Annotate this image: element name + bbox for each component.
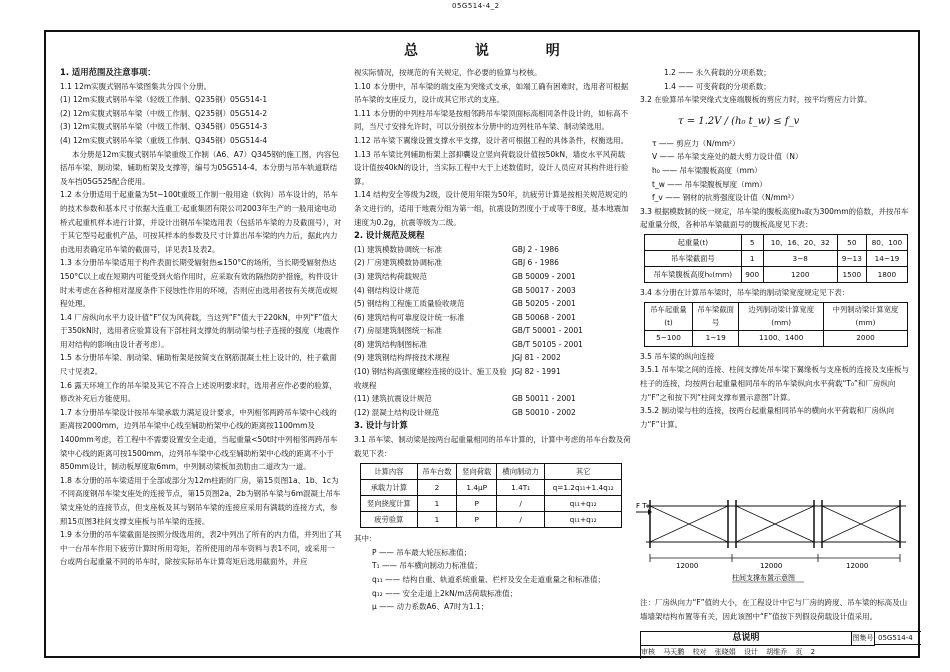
- para-1-14: 1.14 结构安全等级为2级，设计使用年限为50年，抗疲劳计算是按相关规范规定的条文进行的，适用于地震分组为第一组，抗震设防烈度小于或等于8度，基本地震加速度为0.2g，抗震等级为二级。: [354, 190, 629, 227]
- force-label: F T₀: [636, 502, 650, 510]
- code-name: (4) 钢结构设计规范: [354, 285, 420, 295]
- code-row: [354, 406, 632, 420]
- table-cell: 5~100: [645, 330, 693, 346]
- book-name: (3) 12m实腹式钢吊车梁（中级工作制、Q345钢）: [60, 122, 231, 132]
- code-name: (9) 建筑钢结构焊接技术规程: [354, 353, 450, 363]
- code-number: GB/T 50105 - 2001: [512, 339, 583, 349]
- book-row: [60, 120, 342, 134]
- table-cell: 1500: [837, 266, 866, 282]
- code-number: GBJ 6 - 1986: [512, 258, 559, 268]
- code-number: GB 50011 - 2001: [512, 394, 576, 404]
- para-1-9: 1.9 本分册的吊车梁截面是按照分级选用的，表2中列出了所有的内力值，并列出了其中一台吊车作用下疲劳计算时所用弯矩，若所使用的吊车资料与表1不同，或采用一台或两台起重量不同的吊车时，除按实际吊车计算弯矩后选用截面外，并应: [60, 530, 342, 567]
- para-1-12: 1.12 吊车梁下翼缘设置支撑水平支撑，设计者可根据工程的具体条件，权衡选用。: [354, 135, 629, 145]
- dimension-label: 12000: [760, 562, 783, 570]
- code-number: GB 50017 - 2003: [512, 285, 576, 295]
- para-3-1: 3.1 吊车梁、制动梁是按两台起重量相同的吊车计算的，计算中考虑的吊车台数及荷载见下表：: [354, 435, 631, 458]
- code-name: (8) 建筑结构制图标准: [354, 339, 428, 349]
- para-3-5-2: 3.5.2 制动梁与柱的连接，按两台起重量相同吊车的横向水平荷载和厂房纵向力“F”计算。: [640, 406, 894, 429]
- role-label: 审核: [641, 648, 655, 656]
- brake-width-table: [644, 302, 908, 347]
- table-cell: /: [497, 512, 545, 528]
- para-1-3: 1.3 本分册吊车梁适用于构件表面长期受辐射热≤150°C的场所，当长期受辐射热达150°C以上或在短期内可能受到火焰作用时，应采取有效的隔热防护措施，构件设计时未考虑在各种相对湿度条件下侵蚀性作用的环境，否则应由选用者按有关规范或规程处理。: [60, 258, 339, 309]
- para-1-5: 1.5 本分册吊车梁、制动梁、辅助桁架是按简支在钢筋混凝土柱上设计的，柱子截面尺寸见表2。: [60, 353, 337, 377]
- code-name: (5) 钢结构工程施工质量验收规范: [354, 299, 465, 309]
- page-label: 页: [795, 648, 803, 656]
- code-row: [354, 392, 632, 406]
- table-cell: 9~13: [837, 250, 866, 266]
- coef-line: 1.2 —— 永久荷载的分项系数；: [664, 68, 771, 77]
- book-row: [60, 93, 342, 107]
- shear-formula: τ = 1.2V / (h₀ t_w) ≤ f_v: [678, 115, 800, 127]
- code-name: (10) 钢结构高强度螺栓连接的设计、施工及验收规程: [354, 367, 507, 390]
- section-3-title: 3. 设计与计算: [354, 420, 408, 431]
- table-cell: 1100、1400: [739, 330, 824, 346]
- table-header-cell: 横向制动力: [497, 464, 545, 480]
- table-row: [361, 480, 622, 496]
- book-code: 05G514-2: [230, 108, 268, 118]
- code-number: GBJ 2 - 1986: [512, 244, 559, 254]
- definition: t_w —— 吊车梁腹板厚度（mm）: [652, 179, 767, 189]
- code-row: [354, 243, 632, 257]
- signature-name: 胡维乔: [766, 648, 788, 656]
- code-number: JGJ 82 - 1991: [512, 367, 561, 377]
- atlas-label: 图集号: [852, 632, 875, 646]
- role-label: 校对: [692, 648, 707, 656]
- code-name: (7) 房屋建筑制图统一标准: [354, 326, 443, 336]
- table-header-cell: 中列制动梁计算宽度(mm): [823, 302, 907, 330]
- code-number: GB/T 50001 - 2001: [512, 326, 583, 336]
- code-row: [354, 338, 632, 352]
- table-cell: P: [457, 512, 497, 528]
- table-header-cell: 边列制动梁计算宽度(mm): [739, 302, 824, 330]
- book-code: 05G514-1: [230, 95, 268, 105]
- symbol-def: q₁₁ —— 结构自重、轨道系统重量、栏杆及安全走道重量之和标准值；: [372, 575, 606, 584]
- symbol-def: P —— 吊车最大轮压标准值；: [372, 547, 472, 557]
- table-row: [361, 496, 622, 512]
- book-code: 05G514-3: [230, 122, 268, 132]
- table-cell: 80、100: [866, 234, 907, 250]
- para-1-2: 1.2 本分册适用于起重量为5t~100t重级工作制一般用途（软钩）吊车设计的，吊车的技术参数和基本尺寸依据大连重工·起重集团有限公司2003年生产的一般用途电动桥式起重机样本进行计算，并设计出钢吊车梁选用表（包括吊车梁的力及截面号），对于其它型号起重机产品，可按其样本的参数及尺寸计算出吊车梁的内力后，据此内力由选用表确定吊车梁的截面号，详见表1及表2。: [60, 190, 342, 254]
- table-cell: 疲劳验算: [361, 512, 418, 528]
- diagram-caption: 柱间支撑布置示意图: [732, 574, 795, 582]
- table-cell: 吊车梁腹板高度h₀(mm): [645, 266, 742, 282]
- para-1-1: 1.1 12m实腹式钢吊车梁图集共分四个分册。: [60, 81, 212, 91]
- table-cell: 竖向挠度计算: [361, 496, 418, 512]
- code-name: (12) 混凝土结构设计规范: [354, 407, 440, 417]
- code-row: [354, 284, 632, 298]
- table-cell: 1800: [866, 266, 907, 282]
- symbol-list: [354, 546, 632, 614]
- code-name: (11) 建筑抗震设计规范: [354, 394, 432, 404]
- definition: τ —— 剪应力（N/mm²）: [652, 138, 740, 148]
- table-cell: q₁₁+q₁₂: [545, 496, 622, 512]
- table-row: [645, 266, 908, 282]
- para-1-7: 1.7 本分册吊车梁设计按吊车梁承载力满足设计要求，中列相邻两跨吊车梁中心线的距离按2000mm，边列吊车梁中心线至辅助桁架中心线的距离按1100mm及1400mm考虑，若工程中不需要设置安全走道，当起重量<50t时中列相邻两跨吊车梁中心线的距离可按1500mm，边列吊车梁中心线至辅助桁架中心线的距离不小于850mm设计，制动板厚度取6mm，中列制动梁板加劲肋由二道改为一道。: [60, 407, 338, 472]
- symbol-def: T₁ —— 吊车横向制动力标准值；: [372, 561, 482, 571]
- table-cell: 10、16、20、32: [763, 234, 837, 250]
- symbol-def: μ —— 动力系数A6、A7时为1.1；: [372, 602, 489, 612]
- column-middle: [354, 66, 632, 614]
- load-table: [360, 463, 622, 528]
- code-row: [354, 365, 632, 392]
- page-title: 总 说 明: [404, 43, 586, 59]
- para-1-11: 1.11 本分册的中列柱吊车梁是按相邻跨吊车梁顶面标高相同条件设计的，如标高不同，当尺寸安排允许时，可以分别按本分册中的边列柱吊车梁、制动梁选用。: [354, 108, 629, 132]
- bracing-diagram-svg: [636, 492, 912, 604]
- table-cell: 14~19: [866, 250, 907, 266]
- role-label: 设计: [743, 648, 758, 656]
- table-cell: q=1.2q₁₁+1.4q₁₂: [545, 480, 622, 496]
- para-1-13: 1.13 吊车梁比列辅助桁架上部抑囊设立竖向荷载设计值按50kN，墙皮水平风荷载设计值按40kN的设计，当实际工程中大于上述数值时，设计人员应对其构件进行验算。: [354, 149, 629, 186]
- table-cell: 3~8: [763, 250, 837, 266]
- book-name: (1) 12m实腹式钢吊车梁（轻级工作制、Q235钢）: [60, 95, 231, 105]
- table-cell: 1: [417, 512, 457, 528]
- para-3-5: 3.5 吊车梁的纵向连接: [640, 351, 715, 361]
- para-1-10: 1.10 本分册中，吊车梁的端支座为突缘式支承，如端工确有困难时，选用者可根据吊车梁的支座反力，设计成其它形式的支座。: [354, 81, 629, 105]
- title-block: [640, 631, 921, 659]
- coef-line: 1.4 —— 可变荷载的分项系数；: [664, 81, 771, 91]
- signature-name: 张晓娟: [714, 648, 736, 656]
- table-header-row: [361, 464, 622, 480]
- definition: V —— 吊车梁支座处的最大剪力设计值（N）: [652, 152, 803, 162]
- para-3-3: 3.3 根据模数制的统一规定，吊车梁的腹板高度h₀取为300mm的倍数，并按吊车起重量分级，各种吊车梁截面号的腹板高度见下表：: [640, 206, 909, 230]
- table-cell: P: [457, 496, 497, 512]
- definition-list: [640, 137, 912, 205]
- para-3-4: 3.4 本分册在计算吊车梁时，吊车梁的制动梁宽度规定见下表：: [640, 287, 850, 297]
- table-cell: 起重量(t): [645, 234, 742, 250]
- document-code: 05G514-4_2: [452, 2, 500, 10]
- code-row: [354, 324, 632, 338]
- para-1-4: 1.4 厂房纵向水平力设计值“F”仅为风荷载，当这列“F”值大于220kN，中列“F”值大于350kN时，选用者应验算设有下部柱间支撑处的制动梁与柱子连接的强度（地震作用对结构的影响由设计者考虑）。: [60, 312, 340, 349]
- para-3-2: 3.2 在验算吊车梁突缘式支座端腹板的剪应力时，按平均剪应力计算。: [640, 95, 872, 105]
- section-1-title: 1. 适用范围及注意事项：: [60, 67, 156, 77]
- table-cell: 900: [741, 266, 763, 282]
- table-header-cell: 竖向荷载: [457, 464, 497, 480]
- book-name: (4) 12m实腹式钢吊车梁（重级工作制、Q345钢）: [60, 135, 231, 145]
- para-intro: 本分册是12m实腹式钢吊车梁重级工作制（A6、A7）Q345钢的施工图，内容包括吊车梁、制动梁、辅助桁架及支撑等，编号为05G514-4。本分册与吊车轨道联结及车挡05G525配合使用。: [60, 149, 339, 186]
- table-cell: 1: [417, 496, 457, 512]
- dimension-label: 12000: [846, 562, 869, 570]
- table-cell: 1: [741, 250, 763, 266]
- column-right: [640, 66, 912, 431]
- code-number: GB 50205 - 2001: [512, 299, 576, 309]
- web-height-table: [644, 234, 908, 283]
- title-block-title: 总说明: [641, 632, 852, 646]
- code-row: [354, 351, 632, 365]
- definition: f_v —— 钢材的抗剪强度设计值（N/mm²）: [652, 193, 799, 203]
- table-cell: 1200: [763, 266, 837, 282]
- code-name: (2) 厂房建筑模数协调标准: [354, 258, 443, 268]
- table-cell: 1.4μP: [457, 480, 497, 496]
- table-cell: 1~19: [693, 330, 739, 346]
- book-row: [60, 107, 342, 121]
- code-row: [354, 256, 632, 270]
- table-cell: 吊车梁截面号: [645, 250, 742, 266]
- code-number: GB 50010 - 2002: [512, 407, 576, 417]
- table-cell: 2: [417, 480, 457, 496]
- book-row: [60, 134, 342, 148]
- code-number: GB 50009 - 2001: [512, 271, 576, 281]
- code-row: [354, 297, 632, 311]
- table-cell: /: [497, 496, 545, 512]
- book-code: 05G514-4: [230, 135, 268, 145]
- code-number: JGJ 81 - 2002: [512, 353, 561, 363]
- code-name: (1) 建筑模数协调统一标准: [354, 244, 443, 254]
- table-row: [645, 330, 908, 346]
- diagram-note: 注：厂房纵向力“F”值的大小，在工程设计中它与厂房的跨度、吊车梁的标高及山墙墙架结构布置等有关，因此该图中“F”值按下列假设荷载设计值采用。: [640, 598, 908, 621]
- symbol-def: q₁₂ —— 安全走道上2kN/m活荷载标准值；: [372, 588, 518, 598]
- code-number: GB 50068 - 2001: [512, 312, 576, 322]
- signature-name: 马天鹏: [663, 648, 685, 656]
- table-cell: 5: [741, 234, 763, 250]
- table-header-cell: 计算内容: [361, 464, 418, 480]
- table-row: [645, 234, 908, 250]
- code-row: [354, 270, 632, 284]
- page-number: 2: [810, 648, 816, 656]
- atlas-number: 05G514-4: [875, 632, 921, 645]
- table-cell: 承载力计算: [361, 480, 418, 496]
- signature-row: [641, 646, 921, 659]
- table-cell: 50: [837, 234, 866, 250]
- dimension-label: 12000: [676, 562, 699, 570]
- book-name: (2) 12m实腹式钢吊车梁（中级工作制、Q235钢）: [60, 108, 231, 118]
- table-cell: 1.4T₁: [497, 480, 545, 496]
- para-3-5-1: 3.5.1 吊车梁之间的连接、柱间支撑处吊车梁下翼缘板与支座板的连接及支座板与柱子的连接，均按两台起重量相同吊车的吊车梁纵向水平荷载“T₀”和厂房纵向力“F”之和按下列“柱间支撑布置示意图”计算。: [640, 365, 909, 402]
- table-header-cell: 吊车起重量(t): [645, 302, 693, 330]
- definition: h₀ —— 吊车梁腹板高度（mm）: [652, 165, 762, 175]
- table-header-row: [645, 302, 908, 330]
- table-row: [645, 250, 908, 266]
- table-header-cell: 吊车梁截面号: [693, 302, 739, 330]
- table-cell: q₁₁+q₁₂: [545, 512, 622, 528]
- table-header-cell: 吊车台数: [417, 464, 457, 480]
- code-name: (6) 建筑结构可靠度设计统一标准: [354, 312, 465, 322]
- column-left: [60, 66, 342, 569]
- table-header-cell: 其它: [545, 464, 622, 480]
- bracing-diagram: [636, 492, 912, 608]
- table-cell: 2000: [823, 330, 907, 346]
- section-2-title: 2. 设计规范及规程: [354, 230, 425, 241]
- para-1-8: 1.8 本分册的吊车梁适用于全部或部分为12m柱距的厂房，第15页图1a、1b、1c为不同高度钢吊车梁支座处的连接节点，第15页图2a、2b为钢吊车梁与6m混凝土吊车梁支座处的连接节点，但支座板及其与钢吊车梁的连接应采用有满载的连接方式，参照15页图3柱间支撑支座板与吊车梁的连接。: [60, 475, 341, 526]
- para-1-6: 1.6 露天环境工作的吊车梁及其它不符合上述说明要求时，选用者应作必要的验算，修改补充后方能使用。: [60, 380, 337, 404]
- code-name: (3) 建筑结构荷载规范: [354, 271, 428, 281]
- table-row: [361, 512, 622, 528]
- code-row: [354, 311, 632, 325]
- para-continued: 视实际情况，按规范的有关规定，作必要的验算与校核。: [354, 68, 542, 77]
- where-label: 其中：: [354, 534, 377, 544]
